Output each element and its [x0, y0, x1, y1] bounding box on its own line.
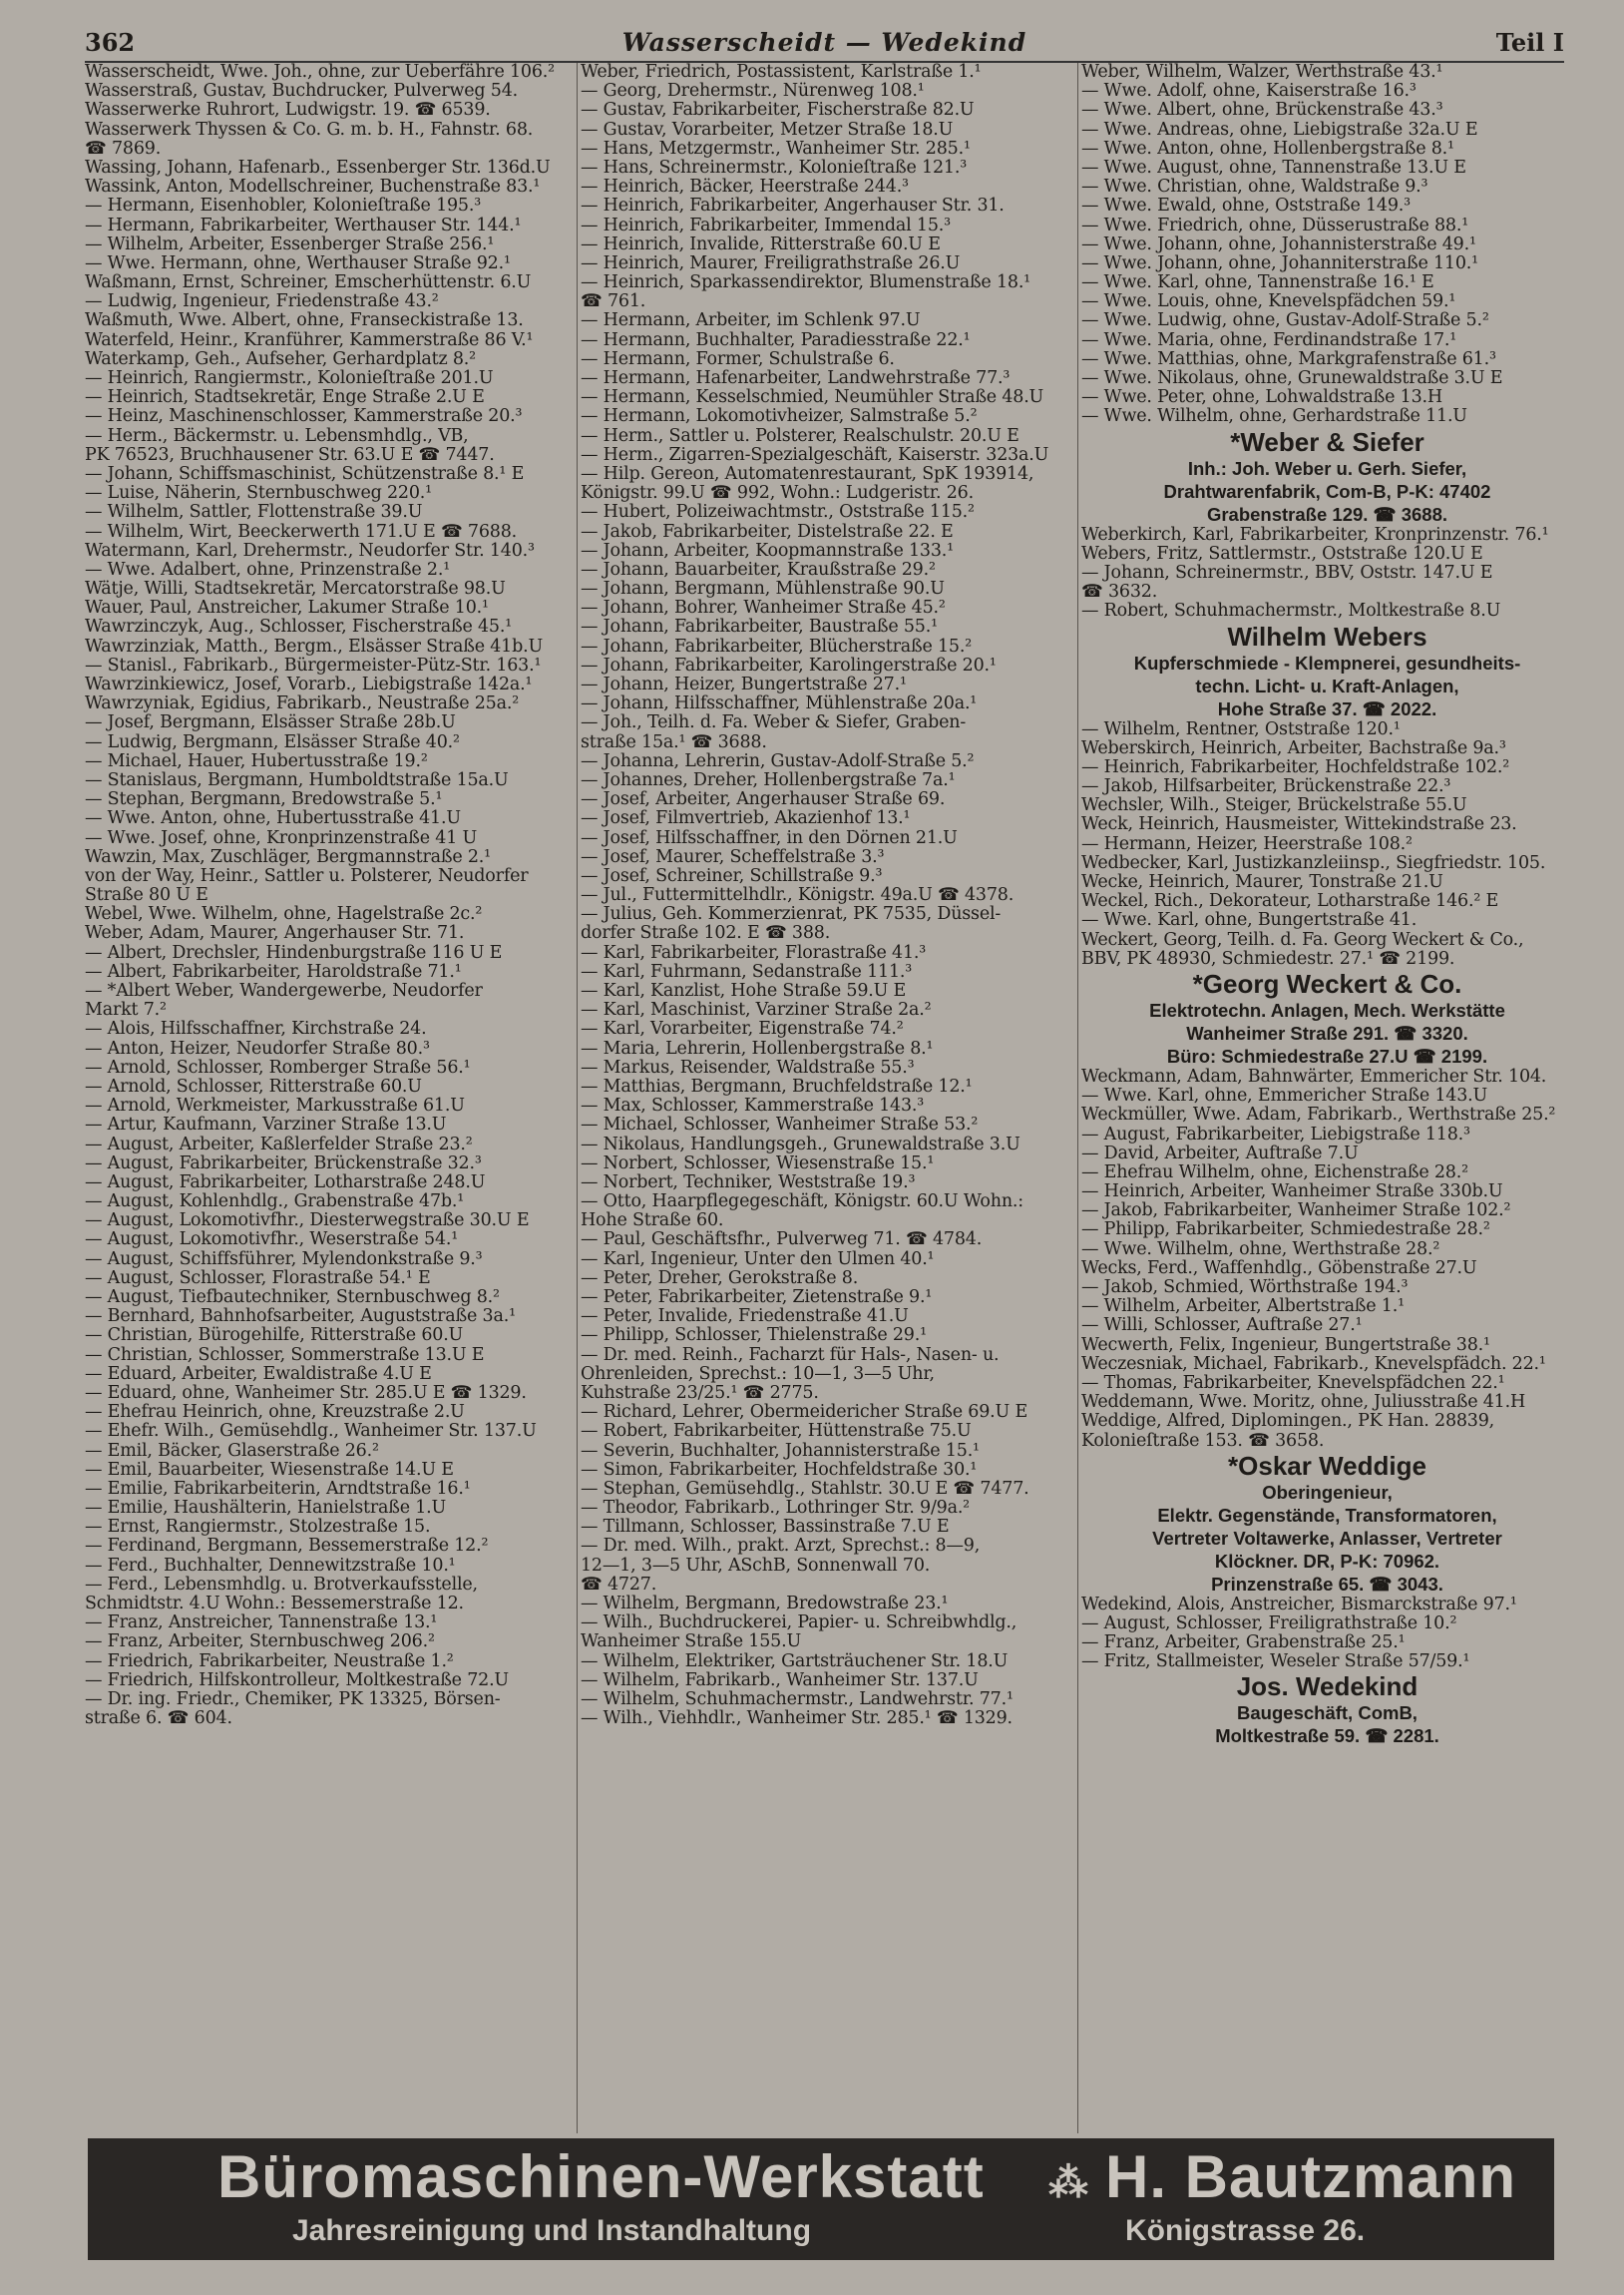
directory-entry: — Peter, Fabrikarbeiter, Zietenstraße 9.¹ — [581, 1288, 933, 1307]
directory-entry: — Richard, Lehrer, Obermeidericher Straße 69.U E — [581, 1403, 1028, 1423]
directory-entry: — Julius, Geh. Kommerzienrat, PK 7535, Düssel- — [581, 905, 1002, 925]
directory-entry: Wawrzyniak, Egidius, Fabrikarb., Neustraße 25a.² — [85, 694, 520, 714]
directory-entry: — Emilie, Haushälterin, Hanielstraße 1.U — [85, 1499, 447, 1519]
directory-entry: — Franz, Arbeiter, Grabenstraße 25.¹ — [1081, 1633, 1406, 1653]
directory-entry: — Wwe. Friedrich, ohne, Düsserustraße 88.¹ — [1081, 216, 1469, 235]
directory-entry: Weberskirch, Heinrich, Arbeiter, Bachstraße 9a.³ — [1081, 738, 1506, 758]
directory-entry: Markt 7.² — [85, 1001, 167, 1021]
directory-entry: — Wwe. Christian, ohne, Waldstraße 9.³ — [1081, 178, 1428, 198]
directory-entry: — Wilhelm, Schuhmachermstr., Landwehrstr. 77.¹ — [581, 1689, 1014, 1709]
directory-entry: — Hermann, Eisenhobler, Kolonieſtraße 195.³ — [85, 197, 482, 217]
directory-entry: — August, Fabrikarbeiter, Liebigstraße 118.³ — [1081, 1125, 1470, 1145]
directory-entry: — Dr. med. Wilh., prakt. Arzt, Sprechst.: 8—9, — [581, 1537, 981, 1557]
advertisement-line: Baugeschäft, ComB, — [1237, 1702, 1418, 1724]
advertisement-line: Büro: Schmiedestraße 27.U ☎ 2199. — [1166, 1045, 1488, 1067]
directory-entry: Wasserstraß, Gustav, Buchdrucker, Pulverweg 54. — [85, 82, 518, 102]
directory-entry: — Johann, Schiffsmaschinist, Schützenstraße 8.¹ E — [85, 464, 525, 484]
directory-entry: — August, Schlosser, Freiligrathstraße 10.² — [1081, 1613, 1457, 1633]
directory-entry: — Wwe. Hermann, ohne, Werthauser Straße 92.¹ — [85, 253, 511, 273]
directory-entry: — *Albert Weber, Wandergewerbe, Neudorfer — [85, 982, 483, 1001]
banner-headline-left: Büromaschinen-Werkstatt — [217, 2143, 985, 2210]
advertisement-line: Prinzenstraße 65. ☎ 3043. — [1211, 1573, 1443, 1595]
directory-entry: PK 76523, Bruchhausener Str. 63.U E ☎ 7447. — [85, 445, 495, 465]
directory-entry: — Jakob, Fabrikarbeiter, Distelstraße 22. E — [581, 522, 954, 542]
advertisement-line: Oberingenieur, — [1262, 1481, 1393, 1503]
directory-entry: — August, Lokomotivfhr., Diesterwegstraße 30.U E — [85, 1211, 530, 1231]
directory-entry: — Artur, Kaufmann, Varziner Straße 13.U — [85, 1116, 447, 1136]
directory-entry: — Heinrich, Fabrikarbeiter, Angerhauser Str. 31. — [581, 197, 1005, 217]
directory-entry: Wecwerth, Felix, Ingenieur, Bungertstraße 38.¹ — [1081, 1335, 1490, 1355]
directory-entry: — Heinrich, Invalide, Ritterstraße 60.U E — [581, 234, 941, 254]
directory-entry: Wasserscheidt, Wwe. Joh., ohne, zur Ueberfähre 106.² — [85, 63, 555, 82]
directory-entry: Weddemann, Wwe. Moritz, ohne, Juliusstraße 41.H — [1081, 1393, 1526, 1413]
directory-entry: BBV, PK 48930, Schmiedestr. 27.¹ ☎ 2199. — [1081, 949, 1455, 969]
directory-entry: — Emilie, Fabrikarbeiterin, Arndtstraße 16.¹ — [85, 1479, 471, 1499]
advertisement-line: *Georg Weckert & Co. — [1192, 968, 1462, 999]
directory-entry: Weck, Heinrich, Hausmeister, Wittekindstraße 23. — [1081, 815, 1517, 835]
directory-entry: — Ludwig, Ingenieur, Friedenstraße 43.² — [85, 292, 439, 312]
directory-entry: — Wwe. Nikolaus, ohne, Grunewaldstraße 3.U E — [1081, 369, 1503, 388]
directory-entry: — Ferdinand, Bergmann, Bessemerstraße 12.² — [85, 1537, 489, 1557]
directory-entry: — Jakob, Fabrikarbeiter, Wanheimer Straße 102.² — [1081, 1201, 1511, 1221]
directory-entry: — Heinz, Maschinenschlosser, Kammerstraße 20.³ — [85, 407, 523, 427]
directory-entry: — August, Tiefbautechniker, Sternbuschweg 8.² — [85, 1288, 500, 1307]
directory-entry: — Anton, Heizer, Neudorfer Straße 80.³ — [85, 1039, 430, 1059]
directory-entry: Weberkirch, Karl, Fabrikarbeiter, Kronprinzenstr. 76.¹ — [1081, 525, 1549, 545]
directory-entry: — Hans, Metzgermstr., Wanheimer Str. 285.¹ — [581, 139, 971, 159]
directory-entry: — Johannes, Dreher, Hollenbergstraße 7a.¹ — [581, 770, 956, 790]
directory-entry: — Karl, Ingenieur, Unter den Ulmen 40.¹ — [581, 1249, 935, 1269]
directory-entry: — Herm., Bäckermstr. u. Lebensmhdlg., VB, — [85, 426, 469, 446]
directory-entry: — Wwe. Karl, ohne, Tannenstraße 16.¹ E — [1081, 273, 1434, 293]
directory-entry: — Wwe. Ludwig, ohne, Gustav-Adolf-Straße 5.² — [1081, 311, 1489, 331]
directory-entry: Weczesniak, Michael, Fabrikarb., Knevelspfädch. 22.¹ — [1081, 1354, 1546, 1374]
directory-entry: — Heinrich, Stadtsekretär, Enge Straße 2.U E — [85, 388, 485, 408]
directory-entry: straße 15a.¹ ☎ 3688. — [581, 732, 767, 752]
directory-entry: Waterkamp, Geh., Aufseher, Gerhardplatz 8.² — [85, 349, 476, 369]
directory-entry: — Heinrich, Sparkassendirektor, Blumenstraße 18.¹ — [581, 273, 1031, 293]
advertisement-banner — [88, 2138, 1554, 2260]
directory-entry: Kolonieſtraße 153. ☎ 3658. — [1081, 1431, 1325, 1451]
directory-entry: — Wilhelm, Bergmann, Bredowstraße 23.¹ — [581, 1595, 949, 1613]
directory-entry: — Wilhelm, Arbeiter, Essenberger Straße 256.¹ — [85, 234, 495, 254]
directory-entry: — Thomas, Fabrikarbeiter, Knevelspfädchen 22.¹ — [1081, 1373, 1505, 1393]
directory-entry: — Wilhelm, Sattler, Flottenstraße 39.U — [85, 503, 423, 523]
directory-entry: — Josef, Filmvertrieb, Akazienhof 13.¹ — [581, 809, 911, 829]
directory-entry: — Johann, Bergmann, Mühlenstraße 90.U — [581, 580, 945, 600]
directory-entry: — Robert, Schuhmachermstr., Moltkestraße 8.U — [1081, 602, 1501, 622]
directory-entry: — Heinrich, Arbeiter, Wanheimer Straße 330b.U — [1081, 1182, 1503, 1202]
directory-entry: Schmidtstr. 4.U Wohn.: Bessemerstraße 12. — [85, 1595, 464, 1613]
directory-entry: — Wilhelm, Rentner, Oststraße 120.¹ — [1081, 719, 1401, 739]
directory-entry: — Norbert, Techniker, Weststraße 19.³ — [581, 1172, 916, 1192]
banner-ornament: ⁂ — [1048, 2161, 1088, 2205]
directory-entry: Weckmann, Adam, Bahnwärter, Emmericher Str. 104. — [1081, 1067, 1547, 1087]
directory-entry: — August, Schlosser, Florastraße 54.¹ E — [85, 1268, 431, 1288]
directory-entry: — Hermann, Heizer, Heerstraße 108.² — [1081, 834, 1413, 854]
directory-entry: — Ehefrau Wilhelm, ohne, Eichenstraße 28.² — [1081, 1162, 1468, 1182]
directory-entry: — Severin, Buchhalter, Johannisterstraße 15.¹ — [581, 1441, 980, 1461]
directory-entry: — Franz, Arbeiter, Sternbuschweg 206.² — [85, 1632, 435, 1652]
column-3 — [1081, 63, 1573, 2133]
directory-entry: — Wilh., Viehhdlr., Wanheimer Str. 285.¹ ☎ 1329. — [581, 1709, 1013, 1729]
column-2 — [581, 63, 1074, 2133]
directory-entry: — Wwe. Johann, ohne, Johanniterstraße 110.¹ — [1081, 253, 1478, 273]
directory-entry: — Ehefr. Wilh., Gemüsehdlg., Wanheimer Str. 137.U — [85, 1422, 537, 1442]
page-title: Wasserscheidt — Wedekind — [621, 28, 1027, 57]
directory-entry: — Ernst, Rangiermstr., Stolzestraße 15. — [85, 1518, 431, 1538]
directory-entry: — Hans, Schreinermstr., Kolonieſtraße 121.³ — [581, 158, 968, 178]
directory-entry: — Eduard, Arbeiter, Ewaldistraße 4.U E — [85, 1364, 432, 1384]
directory-entry: — Stanisl., Fabrikarb., Bürgermeister-Pütz-Str. 163.¹ — [85, 656, 542, 676]
directory-entry: — Josef, Arbeiter, Angerhauser Straße 69. — [581, 790, 946, 810]
column-divider — [577, 63, 578, 2133]
directory-entry: — Wilhelm, Fabrikarb., Wanheimer Str. 137.U — [581, 1670, 979, 1690]
directory-entry: Straße 80 U E — [85, 886, 208, 906]
directory-entry: straße 6. ☎ 604. — [85, 1709, 232, 1729]
directory-entry: — Herm., Sattler u. Polsterer, Realschulstr. 20.U E — [581, 426, 1019, 446]
directory-entry: dorfer Straße 102. E ☎ 388. — [581, 924, 831, 944]
directory-entry: — Franz, Anstreicher, Tannenstraße 13.¹ — [85, 1613, 438, 1633]
directory-entry: Kuhstraße 23/25.¹ ☎ 2775. — [581, 1383, 819, 1403]
advertisement-line: Hohe Straße 37. ☎ 2022. — [1217, 697, 1437, 719]
directory-entry: — Johann, Bohrer, Wanheimer Straße 45.² — [581, 599, 946, 619]
directory-entry: Wawrzinziak, Matth., Bergm., Elsässer Straße 41b.U — [85, 637, 543, 657]
advertisement-line: Klöckner. DR, P-K: 70962. — [1214, 1550, 1440, 1572]
directory-entry: — Wilhelm, Wirt, Beeckerwerth 171.U E ☎ 7688. — [85, 522, 518, 542]
directory-entry: — Arnold, Werkmeister, Markusstraße 61.U — [85, 1097, 465, 1117]
directory-entry: — Ludwig, Bergmann, Elsässer Straße 40.² — [85, 732, 460, 752]
directory-entry: Wauer, Paul, Anstreicher, Lakumer Straße 10.¹ — [85, 599, 489, 619]
directory-entry: — Wwe. Adolf, ohne, Kaiserstraße 16.³ — [1081, 82, 1417, 102]
directory-entry: — Josef, Hilfsschaffner, in den Dörnen 21.U — [581, 828, 958, 848]
directory-entry: — Heinrich, Bäcker, Heerstraße 244.³ — [581, 178, 909, 198]
directory-entry: Königstr. 99.U ☎ 992, Wohn.: Ludgeristr. 26. — [581, 484, 974, 504]
directory-entry: — Wwe. Karl, ohne, Bungertstraße 41. — [1081, 911, 1418, 931]
directory-entry: — Hermann, Arbeiter, im Schlenk 97.U — [581, 311, 921, 331]
directory-entry: — Philipp, Fabrikarbeiter, Schmiedestraße 28.² — [1081, 1220, 1490, 1240]
advertisement-line: Wanheimer Straße 291. ☎ 3320. — [1186, 1022, 1468, 1044]
directory-entry: — Christian, Bürogehilfe, Ritterstraße 60.U — [85, 1326, 464, 1346]
advertisement-line: Vertreter Voltawerke, Anlasser, Vertreter — [1152, 1527, 1502, 1549]
directory-entry: — Maria, Lehrerin, Hollenbergstraße 8.¹ — [581, 1039, 934, 1059]
directory-entry: — Hermann, Lokomotivheizer, Salmstraße 5.² — [581, 407, 978, 427]
advertisement-line: Elektr. Gegenstände, Transformatoren, — [1157, 1504, 1497, 1526]
banner-subline-left: Jahresreinigung und Instandhaltung — [292, 2214, 812, 2247]
directory-entry: — Ferd., Lebensmhdlg. u. Brotverkaufsstelle, — [85, 1575, 478, 1595]
directory-entry: ☎ 761. — [581, 292, 646, 312]
directory-entry: — August, Kohlenhdlg., Grabenstraße 47b.¹ — [85, 1192, 465, 1212]
page-number: 362 — [85, 28, 136, 57]
directory-entry: — Wilh., Buchdruckerei, Papier- u. Schreibwhdlg., — [581, 1613, 1017, 1633]
banner-headline-right: H. Bautzmann — [1105, 2143, 1517, 2210]
directory-entry: Wassing, Johann, Hafenarb., Essenberger Str. 136d.U — [85, 158, 551, 178]
directory-entry: — Hermann, Former, Schulstraße 6. — [581, 349, 895, 369]
directory-entry: — Johann, Fabrikarbeiter, Karolingerstraße 20.¹ — [581, 656, 997, 676]
directory-entry: — Hermann, Fabrikarbeiter, Werthauser Str. 144.¹ — [85, 216, 522, 235]
directory-entry: Weddige, Alfred, Diplomingen., PK Han. 28839, — [1081, 1412, 1495, 1432]
directory-entry: — August, Arbeiter, Kaßlerfelder Straße 23.² — [85, 1135, 473, 1154]
directory-entry: Wanheimer Straße 155.U — [581, 1632, 802, 1652]
directory-entry: — Philipp, Schlosser, Thielenstraße 29.¹ — [581, 1326, 927, 1346]
directory-entry: Wassink, Anton, Modellschreiner, Buchenstraße 83.¹ — [85, 178, 541, 198]
directory-entry: 12—1, 3—5 Uhr, ASchB, Sonnenwall 70. — [581, 1556, 931, 1576]
advertisement-line: Wilhelm Webers — [1227, 621, 1427, 652]
directory-entry: — Jul., Futtermittelhdlr., Königstr. 49a.U ☎ 4378. — [581, 886, 1015, 906]
directory-entry: — Hermann, Kesselschmied, Neumühler Straße 48.U — [581, 388, 1044, 408]
directory-entry: Wasserwerk Thyssen & Co. G. m. b. H., Fahnstr. 68. — [85, 120, 534, 140]
directory-entry: — Heinrich, Rangiermstr., Kolonieſtraße 201.U — [85, 369, 494, 388]
directory-entry: — Arnold, Schlosser, Ritterstraße 60.U — [85, 1077, 422, 1097]
directory-entry: Waßmann, Ernst, Schreiner, Emscherhüttenstr. 6.U — [85, 273, 532, 293]
directory-entry: — Wwe. Louis, ohne, Knevelspfädchen 59.¹ — [1081, 292, 1456, 312]
directory-entry: — Dr. ing. Friedr., Chemiker, PK 13325, Börsen- — [85, 1689, 501, 1709]
directory-entry: Hohe Straße 60. — [581, 1211, 724, 1231]
directory-entry: — Eduard, ohne, Wanheimer Str. 285.U E ☎ 1329. — [85, 1383, 527, 1403]
directory-entry: — Michael, Hauer, Hubertusstraße 19.² — [85, 751, 428, 771]
directory-entry: — Dr. med. Reinh., Facharzt für Hals-, Nasen- u. — [581, 1345, 1000, 1365]
advertisement-line: Elektrotechn. Anlagen, Mech. Werkstätte — [1149, 999, 1505, 1021]
directory-entry: — Emil, Bauarbeiter, Wiesenstraße 14.U E — [85, 1460, 454, 1480]
directory-entry: Waßmuth, Wwe. Albert, ohne, Franseckistraße 13. — [85, 311, 524, 331]
page-header — [85, 26, 1564, 60]
directory-entry: — Ehefrau Heinrich, ohne, Kreuzstraße 2.U — [85, 1403, 465, 1423]
advertisement-line: Drahtwarenfabrik, Com-B, P-K: 47402 — [1163, 480, 1491, 502]
advertisement-line: techn. Licht- u. Kraft-Anlagen, — [1195, 675, 1459, 696]
directory-entry: — Wwe. Matthias, ohne, Markgrafenstraße 61.³ — [1081, 349, 1496, 369]
directory-entry: — Wilhelm, Elektriker, Gartsträuchener Str. 18.U — [581, 1651, 1009, 1671]
directory-entry: — Karl, Maschinist, Varziner Straße 2a.² — [581, 1001, 932, 1021]
directory-entry: — Ferd., Buchhalter, Dennewitzstraße 10.¹ — [85, 1556, 456, 1576]
directory-entry: — Hilp. Gereon, Automatenrestaurant, SpK 193914, — [581, 464, 1034, 484]
column-1 — [85, 63, 574, 2133]
directory-entry: — Peter, Dreher, Gerokstraße 8. — [581, 1268, 859, 1288]
directory-entry: — Hermann, Hafenarbeiter, Landwehrstraße 77.³ — [581, 369, 1011, 388]
directory-entry: — Fritz, Stallmeister, Weseler Straße 57/59.¹ — [1081, 1652, 1470, 1672]
directory-entry: — Alois, Hilfsschaffner, Kirchstraße 24. — [85, 1020, 427, 1040]
directory-entry: Weber, Adam, Maurer, Angerhauser Str. 71. — [85, 924, 465, 944]
directory-entry: — Gustav, Vorarbeiter, Metzer Straße 18.U — [581, 120, 954, 140]
directory-entry: — Bernhard, Bahnhofsarbeiter, Auguststraße 3a.¹ — [85, 1307, 516, 1327]
directory-entry: — Simon, Fabrikarbeiter, Hochfeldstraße 30.¹ — [581, 1460, 978, 1480]
directory-entry: — Stanislaus, Bergmann, Humboldtstraße 15a.U — [85, 770, 509, 790]
column-divider — [1077, 63, 1078, 2133]
directory-entry: Weber, Wilhelm, Walzer, Werthstraße 43.¹ — [1081, 63, 1443, 82]
directory-entry: — Max, Schlosser, Kammerstraße 143.³ — [581, 1097, 925, 1117]
directory-entry: — Matthias, Bergmann, Bruchfeldstraße 12.¹ — [581, 1077, 973, 1097]
directory-entry: Weber, Friedrich, Postassistent, Karlstraße 1.¹ — [581, 63, 982, 82]
directory-entry: — Otto, Haarpflegegeschäft, Königstr. 60.U Wohn.: — [581, 1192, 1023, 1212]
directory-entry: — Heinrich, Maurer, Freiligrathstraße 26.U — [581, 253, 961, 273]
directory-entry: — Josef, Schreiner, Schillstraße 9.³ — [581, 866, 883, 886]
directory-entry: — Joh., Teilh. d. Fa. Weber & Siefer, Graben- — [581, 713, 967, 733]
directory-entry: Wawrzinkiewicz, Josef, Vorarb., Liebigstraße 142a.¹ — [85, 676, 533, 694]
page-part: Teil I — [1495, 28, 1564, 57]
directory-entry: — Albert, Drechsler, Hindenburgstraße 116 U E — [85, 943, 503, 963]
directory-entry: — Jakob, Hilfsarbeiter, Brückenstraße 22.³ — [1081, 777, 1451, 797]
directory-entry: Wasserwerke Ruhrort, Ludwigstr. 19. ☎ 6539. — [85, 101, 491, 121]
directory-entry: — David, Arbeiter, Auftraße 7.U — [1081, 1144, 1359, 1163]
directory-entry: Wawrzinczyk, Aug., Schlosser, Fischerstraße 45.¹ — [85, 618, 513, 638]
directory-entry: — Johann, Bauarbeiter, Kraußstraße 29.² — [581, 560, 936, 580]
directory-entry: — Wwe. Maria, ohne, Ferdinandstraße 17.¹ — [1081, 330, 1457, 350]
directory-entry: — Wwe. Anton, ohne, Hollenbergstraße 8.¹ — [1081, 139, 1454, 159]
directory-entry: Webel, Wwe. Wilhelm, ohne, Hagelstraße 2c.² — [85, 905, 483, 925]
directory-entry: — Wwe. Adalbert, ohne, Prinzenstraße 2.¹ — [85, 560, 451, 580]
directory-entry: Watermann, Karl, Drehermstr., Neudorfer Str. 140.³ — [85, 541, 535, 561]
directory-entry: — Nikolaus, Handlungsgeh., Grunewaldstraße 3.U — [581, 1135, 1020, 1154]
directory-entry: — Wwe. Karl, ohne, Emmericher Straße 143.U — [1081, 1087, 1488, 1107]
advertisement-line: Kupferschmiede - Klempnerei, gesundheits- — [1133, 652, 1521, 674]
directory-entry: ☎ 4727. — [581, 1575, 657, 1595]
directory-entry: — August, Schiffsführer, Mylendonkstraße 9.³ — [85, 1249, 483, 1269]
directory-entry: Wedekind, Alois, Anstreicher, Bismarckstraße 97.¹ — [1081, 1595, 1517, 1614]
directory-entry: — Johann, Hilfsschaffner, Mühlenstraße 20a.¹ — [581, 694, 978, 714]
directory-entry: Wätje, Willi, Stadtsekretär, Mercatorstraße 98.U — [85, 580, 506, 600]
directory-entry: — Wwe. Ewald, ohne, Oststraße 149.³ — [1081, 197, 1411, 217]
directory-entry: — Johann, Heizer, Bungertstraße 27.¹ — [581, 676, 907, 694]
directory-entry: — Karl, Fabrikarbeiter, Florastraße 41.³ — [581, 943, 927, 963]
directory-entry: — Wwe. August, ohne, Tannenstraße 13.U E — [1081, 158, 1466, 178]
advertisement-line: Jos. Wedekind — [1236, 1671, 1419, 1702]
directory-entry: — Johann, Fabrikarbeiter, Baustraße 55.¹ — [581, 618, 938, 638]
directory-entry: Weckel, Rich., Dekorateur, Lotharstraße 146.² E — [1081, 892, 1499, 912]
directory-entry: Wechsler, Wilh., Steiger, Brückelstraße 55.U — [1081, 796, 1467, 816]
directory-entry: — Peter, Invalide, Friedenstraße 41.U — [581, 1307, 909, 1327]
directory-entry: ☎ 3632. — [1081, 583, 1158, 603]
directory-entry: — Johann, Arbeiter, Koopmannstraße 133.¹ — [581, 541, 954, 561]
directory-entry: — Jakob, Schmied, Wörthstraße 194.³ — [1081, 1278, 1409, 1297]
directory-entry: — August, Fabrikarbeiter, Lotharstraße 248.U — [85, 1172, 486, 1192]
directory-entry: — Wwe. Johann, ohne, Johannisterstraße 49.¹ — [1081, 234, 1476, 254]
directory-entry: — Hubert, Polizeiwachtmstr., Oststraße 115.² — [581, 503, 975, 523]
directory-entry: — Albert, Fabrikarbeiter, Haroldstraße 71.¹ — [85, 962, 462, 982]
directory-entry: Webers, Fritz, Sattlermstr., Oststraße 120.U E — [1081, 544, 1483, 564]
directory-entry: — Wwe. Anton, ohne, Hubertusstraße 41.U — [85, 809, 461, 829]
directory-entry: — Gustav, Fabrikarbeiter, Fischerstraße 82.U — [581, 101, 975, 121]
directory-entry: — Robert, Fabrikarbeiter, Hüttenstraße 75.U — [581, 1422, 972, 1442]
advertisement-line: *Oskar Weddige — [1228, 1450, 1426, 1481]
directory-entry: Weckmüller, Wwe. Adam, Fabrikarb., Werthstraße 25.² — [1081, 1106, 1556, 1126]
directory-entry: Ohrenleiden, Sprechst.: 10—1, 3—5 Uhr, — [581, 1364, 935, 1384]
directory-entry: — Wwe. Wilhelm, ohne, Werthstraße 28.² — [1081, 1239, 1440, 1259]
directory-entry: — Willi, Schlosser, Auftraße 27.¹ — [1081, 1316, 1363, 1336]
directory-entry: — Wwe. Peter, ohne, Lohwaldstraße 13.H — [1081, 388, 1442, 408]
directory-entry: — Paul, Geschäftsfhr., Pulverweg 71. ☎ 4784. — [581, 1230, 983, 1250]
directory-entry: — Markus, Reisender, Waldstraße 55.³ — [581, 1058, 915, 1078]
directory-entry: — Wwe. Albert, ohne, Brückenstraße 43.³ — [1081, 101, 1443, 121]
directory-entry: — August, Fabrikarbeiter, Brückenstraße 32.³ — [85, 1153, 482, 1173]
directory-entry: — Arnold, Schlosser, Romberger Straße 56.¹ — [85, 1058, 471, 1078]
directory-entry: — Wwe. Andreas, ohne, Liebigstraße 32a.U E — [1081, 120, 1478, 140]
directory-entry: — Heinrich, Fabrikarbeiter, Immendal 15.³ — [581, 216, 951, 235]
directory-entry: — Johanna, Lehrerin, Gustav-Adolf-Straße 5.² — [581, 751, 975, 771]
advertisement-line: Moltkestraße 59. ☎ 2281. — [1215, 1725, 1439, 1747]
directory-entry: — Wilhelm, Arbeiter, Albertstraße 1.¹ — [1081, 1297, 1405, 1317]
directory-entry: — Josef, Bergmann, Elsässer Straße 28b.U — [85, 713, 456, 733]
directory-entry: — Stephan, Bergmann, Bredowstraße 5.¹ — [85, 790, 443, 810]
directory-entry: — Josef, Maurer, Scheffelstraße 3.³ — [581, 847, 885, 867]
directory-entry: — Johann, Fabrikarbeiter, Blücherstraße 15.² — [581, 637, 973, 657]
advertisement-line: Grabenstraße 129. ☎ 3688. — [1206, 503, 1448, 525]
directory-entry: Waterfeld, Heinr., Kranführer, Kammerstraße 86 V.¹ — [85, 330, 534, 350]
directory-entry: — Wwe. Josef, ohne, Kronprinzenstraße 41 U — [85, 828, 478, 848]
directory-entry: — Friedrich, Hilfskontrolleur, Moltkestraße 72.U — [85, 1670, 509, 1690]
directory-entry: — Karl, Vorarbeiter, Eigenstraße 74.² — [581, 1020, 904, 1040]
advertisement-line: *Weber & Siefer — [1230, 426, 1424, 457]
banner-subline-right: Königstrasse 26. — [1125, 2214, 1366, 2247]
directory-entry: — Emil, Bäcker, Glaserstraße 26.² — [85, 1441, 379, 1461]
directory-entry: Weckert, Georg, Teilh. d. Fa. Georg Weckert & Co., — [1081, 930, 1524, 950]
directory-entry: — Georg, Drehermstr., Nürenweg 108.¹ — [581, 82, 925, 102]
directory-entry: Wawzin, Max, Zuschläger, Bergmannstraße 2.¹ — [85, 847, 491, 867]
directory-entry: — Karl, Kanzlist, Hohe Straße 59.U E — [581, 982, 907, 1001]
directory-entry: — Heinrich, Fabrikarbeiter, Hochfeldstraße 102.² — [1081, 757, 1510, 777]
directory-entry: Wecke, Heinrich, Maurer, Tonstraße 21.U — [1081, 873, 1443, 892]
directory-entry: von der Way, Heinr., Sattler u. Polsterer, Neudorfer — [85, 866, 529, 886]
directory-entry: — Michael, Schlosser, Wanheimer Straße 53.² — [581, 1116, 979, 1136]
directory-entry: — Johann, Schreinermstr., BBV, Oststr. 147.U E — [1081, 563, 1493, 583]
directory-entry: — Herm., Zigarren-Spezialgeschäft, Kaiserstr. 323a.U — [581, 445, 1049, 465]
directory-entry: Wecks, Ferd., Waffenhdlg., Göbenstraße 27.U — [1081, 1258, 1477, 1278]
directory-entry: — Christian, Schlosser, Sommerstraße 13.U E — [85, 1345, 485, 1365]
directory-entry: — Karl, Fuhrmann, Sedanstraße 111.³ — [581, 962, 913, 982]
directory-entry: — Wwe. Wilhelm, ohne, Gerhardstraße 11.U — [1081, 407, 1467, 427]
directory-entry: — Norbert, Schlosser, Wiesenstraße 15.¹ — [581, 1153, 935, 1173]
directory-entry: Wedbecker, Karl, Justizkanzleiinsp., Siegfriedstr. 105. — [1081, 853, 1546, 873]
directory-entry: — Friedrich, Fabrikarbeiter, Neustraße 1.² — [85, 1651, 454, 1671]
directory-entry: — Theodor, Fabrikarb., Lothringer Str. 9/9a.² — [581, 1499, 970, 1519]
advertisement-line: Inh.: Joh. Weber u. Gerh. Siefer, — [1187, 457, 1467, 479]
directory-entry: — Stephan, Gemüsehdlg., Stahlstr. 30.U E ☎ 7477. — [581, 1479, 1029, 1499]
directory-entry: — Tillmann, Schlosser, Bassinstraße 7.U E — [581, 1518, 950, 1538]
directory-entry: ☎ 7869. — [85, 139, 162, 159]
directory-entry: — Hermann, Buchhalter, Paradiesstraße 22.¹ — [581, 330, 971, 350]
directory-entry: — Luise, Näherin, Sternbuschweg 220.¹ — [85, 484, 432, 504]
directory-entry: — August, Lokomotivfhr., Weserstraße 54.¹ — [85, 1230, 459, 1250]
